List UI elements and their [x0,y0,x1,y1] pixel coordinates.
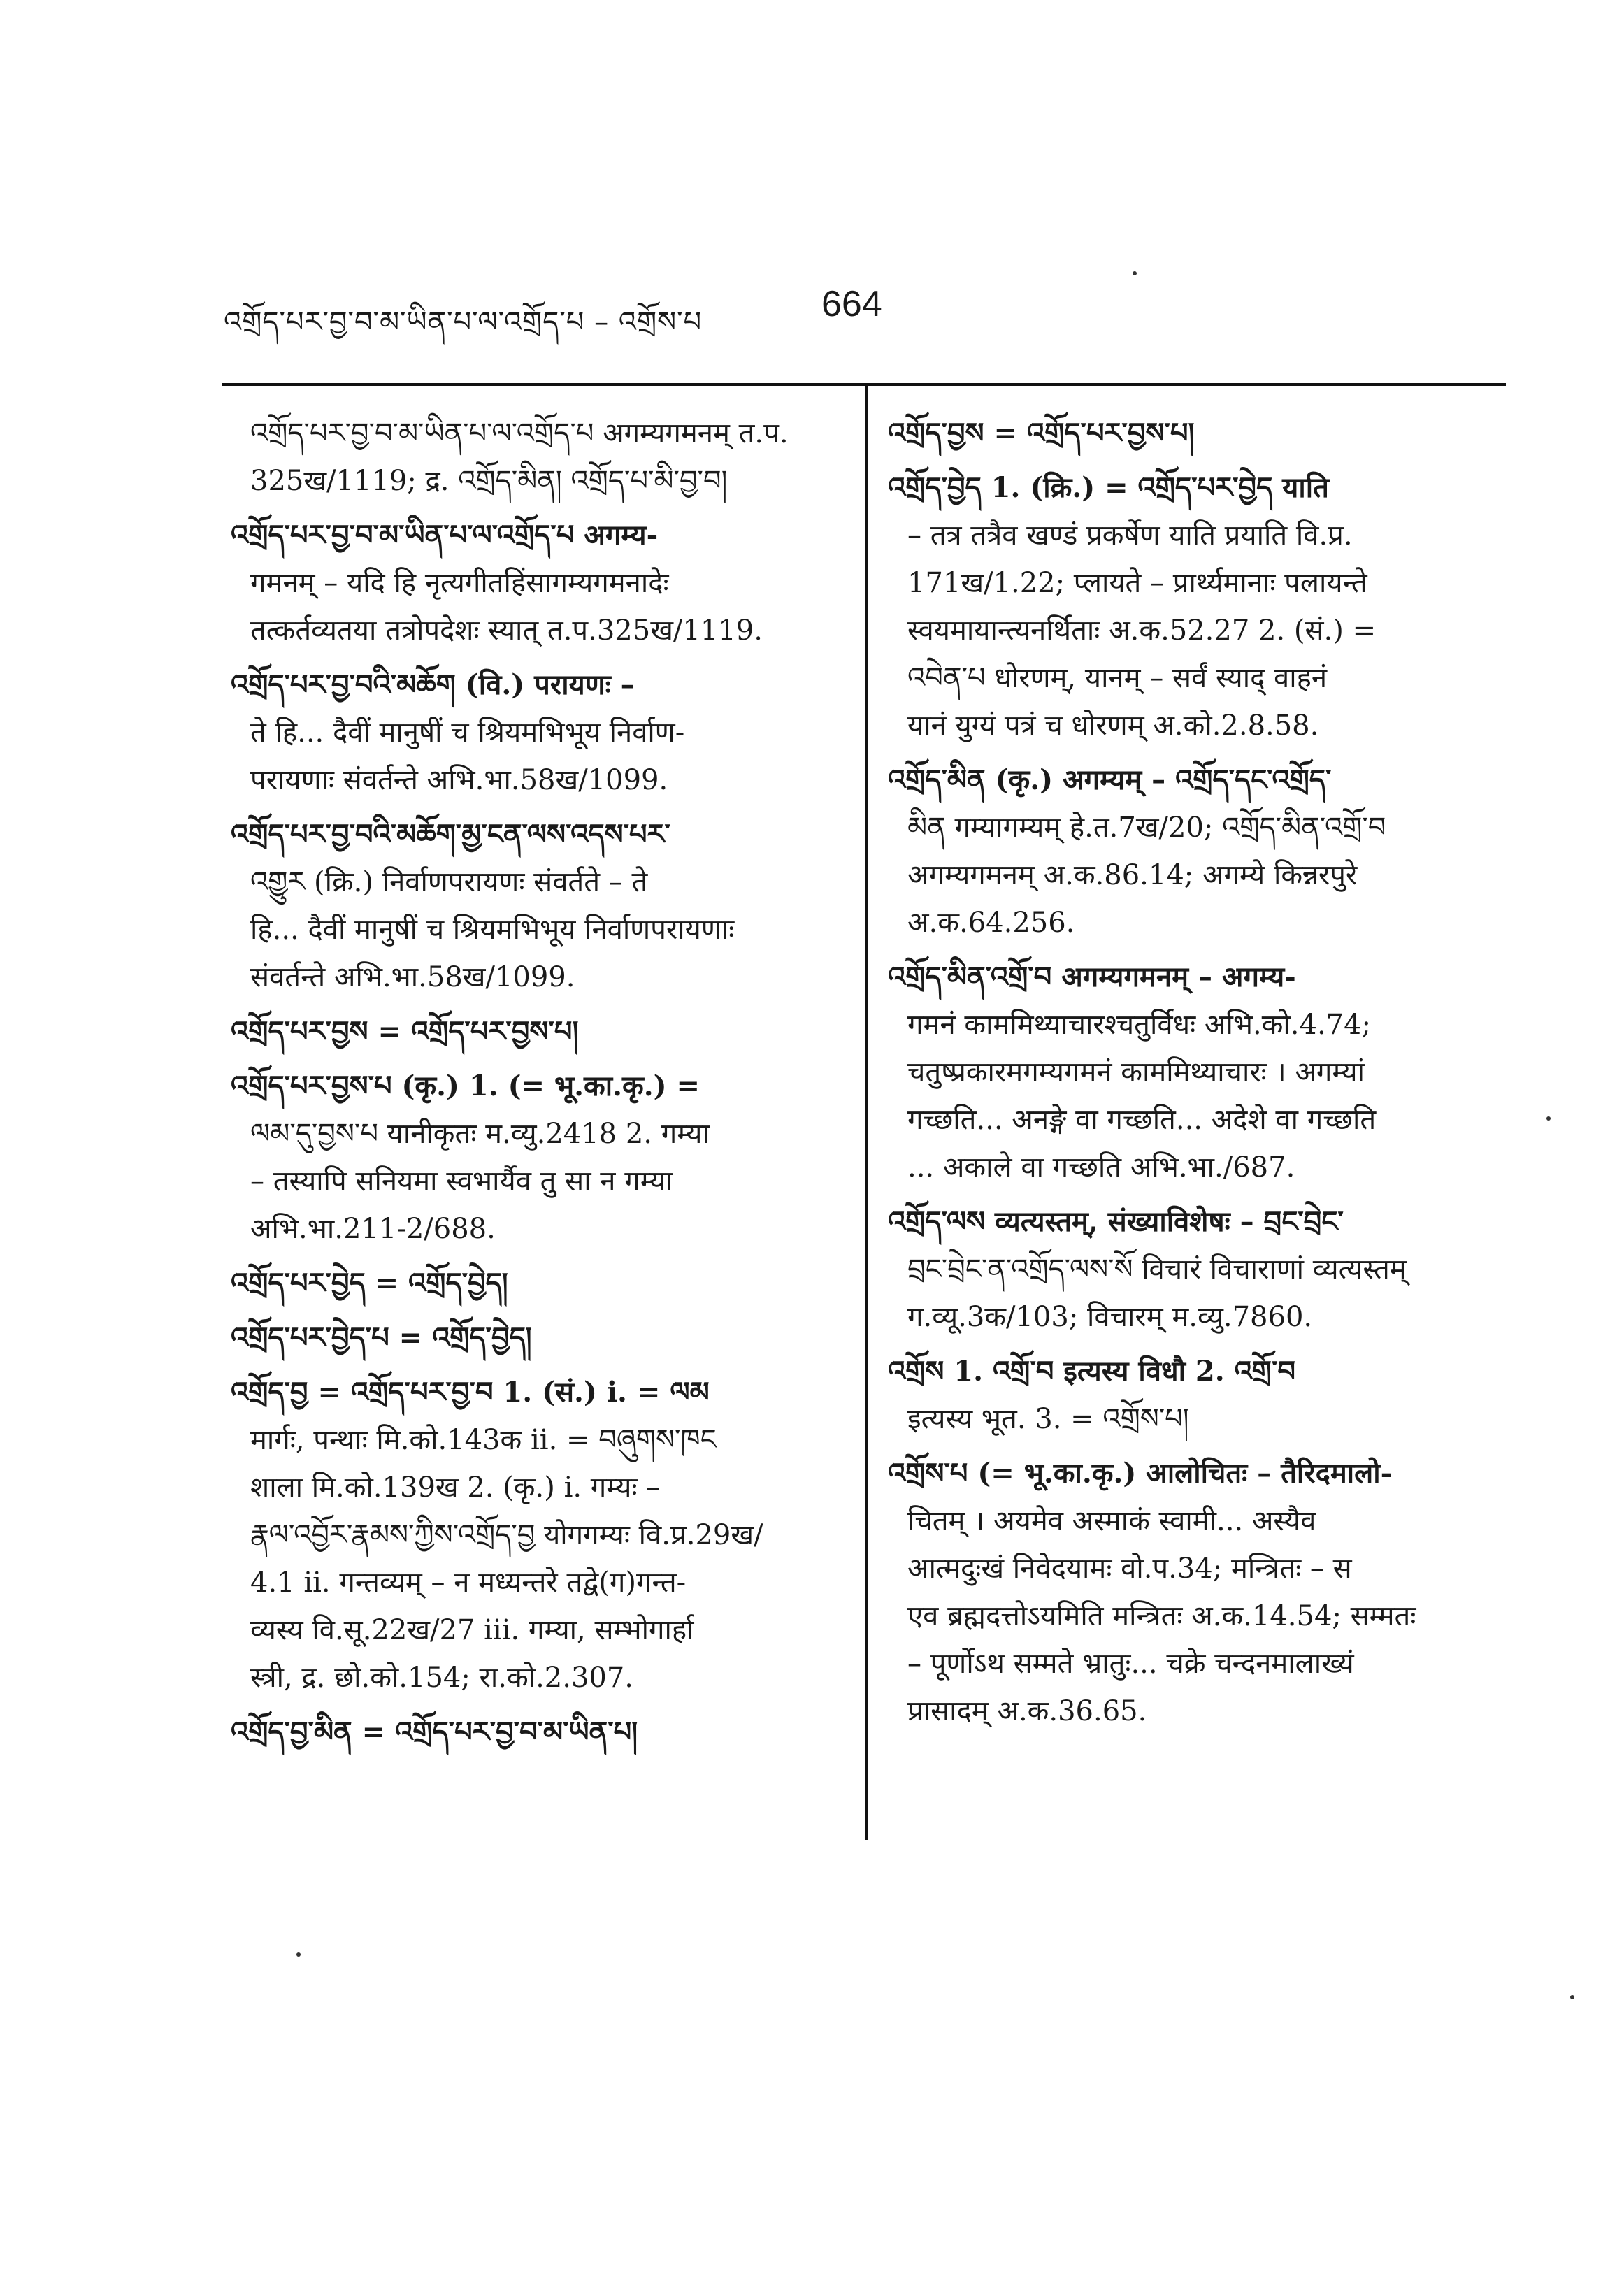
entry-line: तत्कर्तव्यतया तत्रोपदेशः स्यात् त.प.325ख/1119. [250,614,763,647]
entry-headword-line: འགྲོད་པར་བྱ་བའི་མཆོག (वि.) परायणः – [231,668,635,701]
entry-line: 325ख/1119; द्र. འགྲོད་མིན། འགྲོད་པ་མི་བྱ་བ། [250,465,728,497]
entry-line: एव ब्रह्मदत्तोऽयमिति मन्त्रितः अ.क.14.54; सम्मतः [907,1600,1416,1632]
dictionary-entry [231,1314,839,1362]
entry-line: परायणाः संवर्तन्ते अभि.भा.58ख/1099. [250,764,668,796]
entry-line: अभि.भा.211-2/688. [250,1213,496,1245]
dictionary-entry [231,661,839,804]
header-headword-range: འགྲོད་པར་བྱ་བ་མ་ཡིན་པ་ལ་འགྲོད་པ – འགྲོས་པ [224,306,703,338]
entry-headword-line: འགྲོད་པར་བྱས = འགྲོད་པར་བྱས་པ། [231,1015,579,1048]
running-header [224,283,1482,339]
entry-line: आत्मदुःखं निवेदयामः वो.प.34; मन्त्रितः – स [907,1553,1352,1585]
entry-line: अगम्यगमनम् अ.क.86.14; अगम्ये किन्नरपुरे [907,859,1358,891]
dictionary-entry [231,1063,839,1253]
entry-line: यानं युग्यं पत्रं च धोरणम् अ.को.2.8.58. [907,710,1319,742]
entry-line: འགྲོད་པར་བྱ་བ་མ་ཡིན་པ་ལ་འགྲོད་པ अगम्यगमनम् त.प. [250,417,789,449]
entry-line: མིན गम्यागम्यम् हे.त.7ख/20; འགྲོད་མིན་འགྲོ་བ [907,812,1386,844]
entry-headword-line: འགྲོད་པར་བྱས་པ (कृ.) 1. (= भू.का.कृ.) = [231,1070,700,1102]
dictionary-entry [888,464,1503,749]
entry-line: अ.क.64.256. [907,907,1075,939]
dictionary-entry [231,1008,839,1056]
entry-line: ते हि... दैवीं मानुषीं च श्रियमभिभूय निर्वाण- [250,717,685,749]
entry-line: चतुष्प्रकारमगम्यगमनं काममिथ्याचारः । अगम्यां [907,1056,1365,1088]
entry-line: गमनम् – यदि हि नृत्यगीतहिंसागम्यगमनादेः [250,567,669,599]
entry-line: प्रासादम् अ.क.36.65. [907,1695,1147,1727]
entry-line: व्यस्य वि.सू.22ख/27 iii. गम्या, सम्भोगार्हा [250,1614,694,1646]
entry-headword-line: འགྲོས 1. འགྲོ་བ इत्यस्य विधौ 2. འགྲོ་བ [888,1355,1295,1388]
entry-line: – पूर्णोऽथ सम्मते भ्रातुः... चक्रे चन्दनमालाख्यं [907,1648,1354,1680]
entry-headword-line: འགྲོད་པར་བྱ་བ་མ་ཡིན་པ་ལ་འགྲོད་པ अगम्य- [231,519,659,552]
scan-speck [1546,1116,1551,1121]
entry-headword-line: འགྲོད་མིན (कृ.) अगम्यम् – འགྲོད་དང་འགྲོད་ [888,763,1332,796]
entry-headword-line: འགྲོད་པར་བྱེད་པ = འགྲོད་བྱེད། [231,1321,532,1354]
dictionary-entry [231,410,839,505]
left-column [231,410,839,1763]
entry-line: རྣལ་འབྱོར་རྣམས་ཀྱིས་འགྲོད་བྱ योगगम्यः वि.प्र.29ख/ [250,1519,763,1551]
dictionary-entry [231,1369,839,1701]
dictionary-entry [888,1348,1503,1443]
entry-line: संवर्तन्ते अभि.भा.58ख/1099. [250,961,575,993]
dictionary-entry [231,1708,839,1756]
entry-line: ग.व्यू.3क/103; विचारम् म.व्यु.7860. [907,1301,1313,1333]
entry-line: 171ख/1.22; प्लायते – प्रार्थ्यमानाः पलायन्ते [907,567,1367,599]
entry-line: བྲང་བྲེང་ན་འགྲོད་ལས་སོ विचारं विचाराणां व्यत्यस्तम् [907,1253,1407,1286]
right-column [888,410,1503,1742]
entry-line: स्त्री, द्र. छो.को.154; रा.को.2.307. [250,1662,634,1694]
dictionary-entry [231,1260,839,1307]
entry-line: स्वयमायान्त्यनर्थिताः अ.क.52.27 2. (सं.) = [907,614,1377,647]
entry-line: ལམ་དུ་བྱས་པ यानीकृतः म.व्यु.2418 2. गम्या [250,1118,710,1150]
column-divider [865,386,868,1840]
dictionary-entry [888,954,1503,1191]
dictionary-entry [888,1450,1503,1735]
entry-line: འབེན་པ धोरणम्, यानम् – सर्वं स्याद् वाहनं [907,662,1328,694]
scan-speck [296,1952,301,1957]
entry-headword-line: འགྲོད་བྱ = འགྲོད་པར་བྱ་བ 1. (सं.) i. = ལམ [231,1376,710,1409]
header-rule [222,383,1506,386]
dictionary-entry [231,811,839,1001]
entry-line: ... अकाले वा गच्छति अभि.भा./687. [907,1151,1295,1183]
entry-line: चितम् । अयमेव अस्माकं स्वामी... अस्यैव [907,1505,1316,1537]
entry-line: मार्गः, पन्थाः मि.को.143क ii. = བཞུགས་ཁང [250,1424,717,1456]
entry-line: འགྱུར (क्रि.) निर्वाणपरायणः संवर्तते – ते [250,866,648,898]
entry-headword-line: འགྲོད་མིན་འགྲོ་བ अगम्यगमनम् – अगम्य- [888,960,1296,993]
entry-line: – तस्यापि सनियमा स्वभार्यैव तु सा न गम्या [250,1165,673,1197]
dictionary-entry [888,410,1503,457]
entry-headword-line: འགྲོད་བྱས = འགྲོད་པར་བྱས་པ། [888,417,1195,449]
entry-line: गमनं काममिथ्याचारश्चतुर्विधः अभि.को.4.74; [907,1009,1372,1041]
entry-headword-line: འགྲོད་བྱེད 1. (क्रि.) = འགྲོད་པར་བྱེད याति [888,471,1329,504]
entry-headword-line: འགྲོད་ལས व्यत्यस्तम्, संख्याविशेषः – བྲང་བྲེང་ [888,1205,1344,1238]
entry-line: – तत्र तत्रैव खण्डं प्रकर्षेण याति प्रयाति वि.प्र. [907,519,1353,552]
entry-line: हि... दैवीं मानुषीं च श्रियमभिभूय निर्वाणपरायणाः [250,914,735,946]
dictionary-entry [231,512,839,654]
entry-line: गच्छति... अनङ्गे वा गच्छति... अदेशे वा गच्छति [907,1104,1377,1136]
scan-speck [1570,1995,1574,1999]
entry-line: 4.1 ii. गन्तव्यम् – न मध्यन्तरे तद्वे(ग)गन्त- [250,1567,687,1599]
page-number: 664 [821,284,882,324]
entry-line: इत्यस्य भूत. 3. = འགྲོས་པ། [907,1403,1189,1435]
dictionary-entry [888,756,1503,947]
scan-speck [1133,271,1137,275]
entry-headword-line: འགྲོད་བྱ་མིན = འགྲོད་པར་བྱ་བ་མ་ཡིན་པ། [231,1715,638,1748]
dictionary-entry [888,1198,1503,1341]
entry-line: शाला मि.को.139ख 2. (कृ.) i. गम्यः – [250,1472,661,1504]
entry-headword-line: འགྲོས་པ (= भू.का.कृ.) आलोचितः – तैरिदमालो- [888,1457,1393,1490]
entry-headword-line: འགྲོད་པར་བྱེད = འགྲོད་བྱེད། [231,1267,508,1300]
entry-headword-line: འགྲོད་པར་བྱ་བའི་མཆོག་མྱ་ངན་ལས་འདས་པར་ [231,818,670,851]
